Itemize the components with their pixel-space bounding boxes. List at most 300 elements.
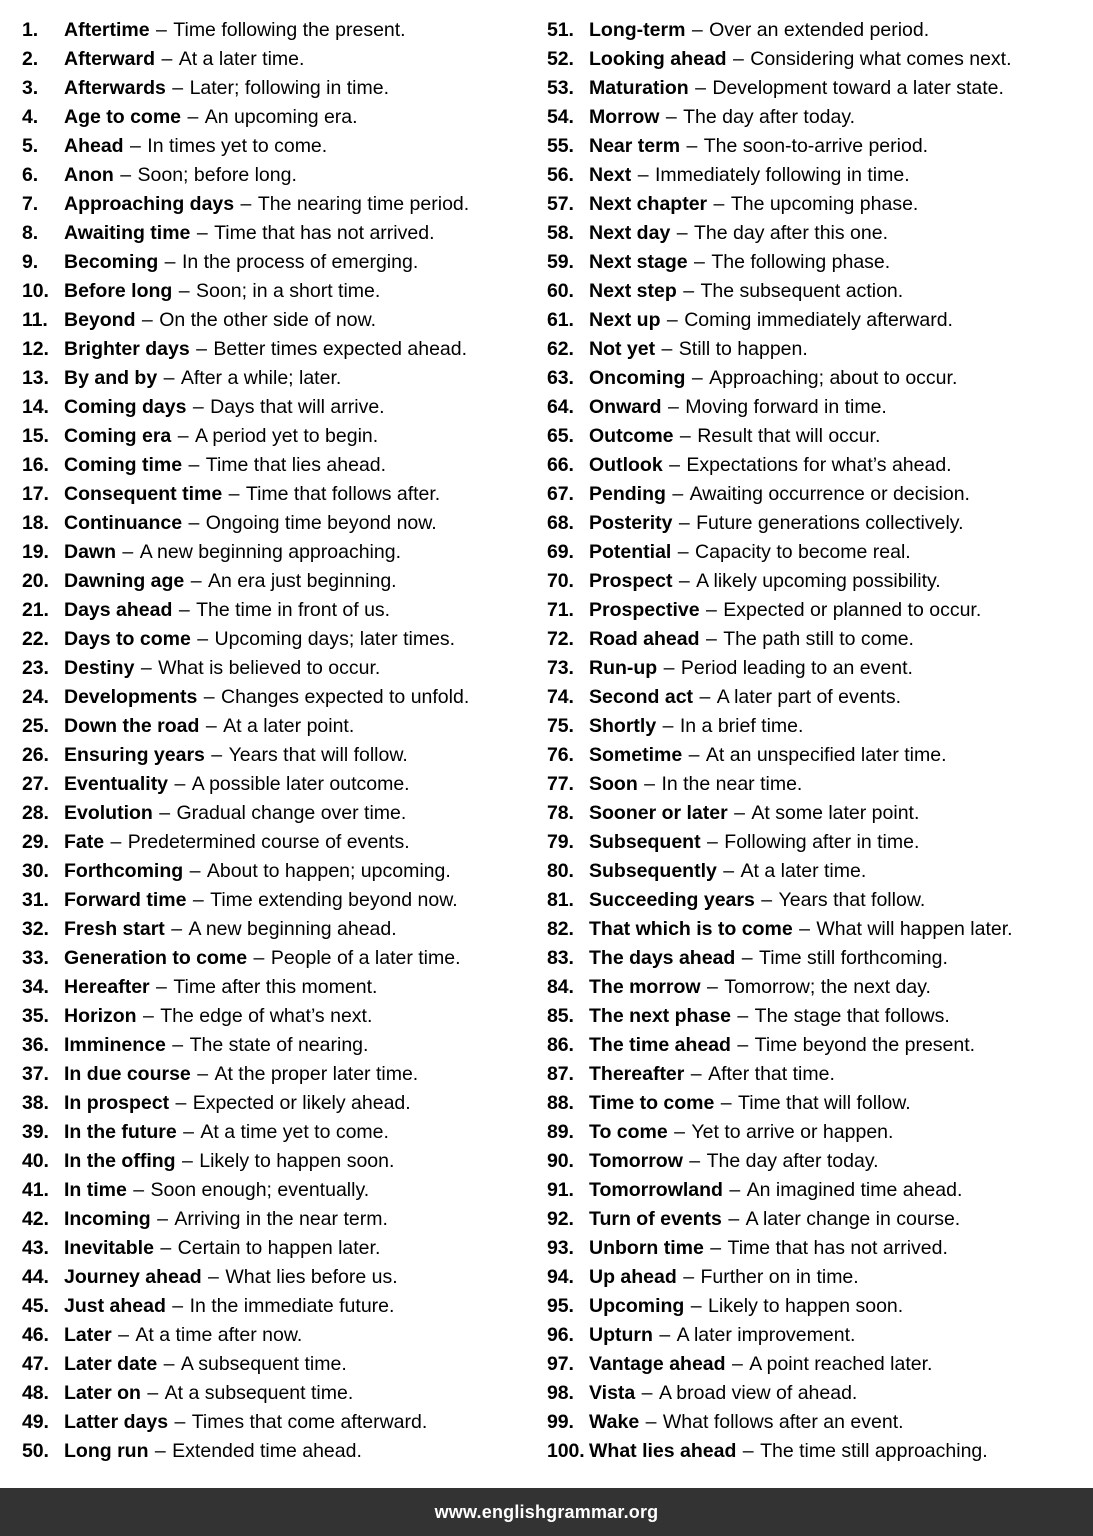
list-item-separator: – [158,367,180,389]
list-item-definition: Times that come afterward. [191,1411,428,1433]
list-item-separator: – [150,976,173,998]
list-item-term: Afterward [64,48,156,70]
list-item-body [64,1263,398,1292]
list-item-number: 69. [547,541,574,563]
list-item-number: 54. [547,106,574,128]
list-item-body [64,393,385,422]
list-item-number: 67. [547,483,574,505]
list-item [22,1205,535,1234]
list-item-body [64,1147,394,1176]
list-item-term: Maturation [589,77,689,99]
list-item-separator: – [223,483,245,505]
list-item-number: 45. [22,1295,49,1317]
list-item [547,306,1093,335]
list-item-separator: – [191,222,214,244]
list-item-body [589,683,901,712]
list-item-definition: Future generations collectively. [696,512,964,534]
list-item-body [589,1292,903,1321]
list-item-term: That which is to come [589,918,793,940]
list-item-term: Imminence [64,1034,166,1056]
list-item-separator: – [137,1005,160,1027]
list-item-definition: A later change in course. [745,1208,961,1230]
list-item-number: 13. [22,367,49,389]
list-item-definition: Years that will follow. [228,744,408,766]
list-item [547,364,1093,393]
list-item-number: 79. [547,831,574,853]
list-item [22,973,535,1002]
list-item-definition: Later; following in time. [189,77,389,99]
list-item-body [64,335,467,364]
list-item-body [64,712,354,741]
list-item-body [589,1437,988,1466]
list-item-term: Journey ahead [64,1266,202,1288]
list-item [547,509,1093,538]
list-item-definition: In the immediate future. [189,1295,395,1317]
list-item-body [64,683,469,712]
list-item-body [589,1234,948,1263]
list-item-body [589,1118,893,1147]
list-item-number: 36. [22,1034,49,1056]
list-item-separator: – [673,512,696,534]
list-item-definition: What will happen later. [816,918,1013,940]
list-item-body [589,538,911,567]
list-item-separator: – [683,1150,706,1172]
list-item-number: 59. [547,251,574,273]
list-item-definition: Arriving in the near term. [174,1208,388,1230]
list-item-separator: – [662,396,685,418]
list-item-number: 64. [547,396,574,418]
list-item [547,1263,1093,1292]
list-item-definition: A period yet to begin. [194,425,379,447]
list-item-number: 99. [547,1411,574,1433]
list-item [22,1379,535,1408]
list-item [547,1089,1093,1118]
list-item [547,799,1093,828]
list-item-definition: The day after this one. [693,222,889,244]
list-item-number: 14. [22,396,49,418]
list-item-body [589,306,953,335]
list-item-term: Approaching days [64,193,235,215]
list-item-body [589,1205,960,1234]
list-item-term: Prospective [589,599,700,621]
list-item-number: 76. [547,744,574,766]
list-item-separator: – [187,889,210,911]
list-item-body [64,567,397,596]
list-item-body [64,944,461,973]
list-item [547,973,1093,1002]
list-item-definition: Likely to happen soon. [199,1150,395,1172]
list-item-separator: – [135,657,158,679]
list-item-number: 82. [547,918,574,940]
list-item-term: Thereafter [589,1063,685,1085]
list-item-definition: The subsequent action. [700,280,904,302]
list-item-number: 70. [547,570,574,592]
list-item-body [589,248,890,277]
list-item-term: Subsequently [589,860,717,882]
list-item [547,1031,1093,1060]
list-item-separator: – [700,628,723,650]
list-item-separator: – [793,918,816,940]
list-item-body [589,567,941,596]
list-item-number: 86. [547,1034,574,1056]
list-item-separator: – [701,976,724,998]
list-item-separator: – [673,570,696,592]
list-item [22,1408,535,1437]
list-item-number: 94. [547,1266,574,1288]
list-item-definition: A possible later outcome. [191,773,410,795]
list-item-number: 89. [547,1121,574,1143]
list-item-definition: The path still to come. [723,628,914,650]
list-item-separator: – [653,1324,676,1346]
list-item-number: 32. [22,918,49,940]
list-item-separator: – [727,48,750,70]
list-item [547,480,1093,509]
list-item [547,422,1093,451]
list-item-separator: – [685,1063,708,1085]
list-item-term: Long run [64,1440,149,1462]
list-item-separator: – [202,1266,225,1288]
list-item-number: 26. [22,744,49,766]
list-item-body [589,1379,857,1408]
list-item-body [64,1089,411,1118]
list-item-definition: Soon; before long. [137,164,297,186]
list-item-term: Next step [589,280,677,302]
list-item-body [64,248,418,277]
list-item-separator: – [169,1411,191,1433]
list-item-separator: – [166,1295,189,1317]
list-item-separator: – [173,599,196,621]
list-item-separator: – [704,1237,727,1259]
list-item-body [589,103,855,132]
list-item-definition: Approaching; about to occur. [709,367,958,389]
list-item [547,1234,1093,1263]
list-item-term: Subsequent [589,831,701,853]
list-item-body [589,277,903,306]
list-item-definition: Time that has not arrived. [214,222,435,244]
list-item-separator: – [158,1353,180,1375]
list-item-number: 90. [547,1150,574,1172]
list-item [22,1031,535,1060]
list-item-separator: – [694,686,716,708]
list-item-number: 87. [547,1063,574,1085]
list-item-body [589,1321,855,1350]
list-item [547,219,1093,248]
list-item-body [64,1379,353,1408]
list-item-separator: – [136,309,159,331]
list-item-definition: In a brief time. [679,715,804,737]
list-item-separator: – [114,164,137,186]
list-item-term: Generation to come [64,947,248,969]
list-item-body [589,712,803,741]
list-item-definition: What lies before us. [225,1266,398,1288]
list-item-number: 43. [22,1237,49,1259]
list-item-definition: The nearing time period. [257,193,470,215]
list-item-number: 46. [22,1324,49,1346]
list-item-number: 97. [547,1353,574,1375]
list-item-definition: Days that will arrive. [210,396,385,418]
list-item-number: 5. [22,135,39,157]
list-item [22,1292,535,1321]
list-item-number: 62. [547,338,574,360]
list-item-body [589,1408,904,1437]
list-item-definition: Extended time ahead. [172,1440,362,1462]
list-item [22,1176,535,1205]
list-item-separator: – [731,1005,754,1027]
list-item-term: Morrow [589,106,660,128]
list-item-term: In time [64,1179,127,1201]
list-item-body [589,944,948,973]
list-item-number: 21. [22,599,49,621]
list-item-body [64,1176,369,1205]
list-item-term: Next up [589,309,661,331]
list-item-body [64,190,469,219]
list-item-term: Tomorrowland [589,1179,723,1201]
list-item [547,16,1093,45]
list-item-number: 98. [547,1382,574,1404]
list-item-body [64,1118,389,1147]
list-item-number: 57. [547,193,574,215]
list-item-term: Fresh start [64,918,165,940]
list-item-separator: – [182,106,204,128]
list-item-definition: Better times expected ahead. [213,338,468,360]
list-item-separator: – [177,1121,200,1143]
list-item [547,625,1093,654]
list-item-separator: – [105,831,127,853]
list-item-body [589,1176,962,1205]
list-item-separator: – [235,193,257,215]
list-item-body [64,1031,368,1060]
list-item-number: 42. [22,1208,49,1230]
list-item-term: Unborn time [589,1237,704,1259]
list-item [22,1321,535,1350]
list-item [22,45,535,74]
list-item-body [589,1002,950,1031]
list-item-term: Continuance [64,512,183,534]
list-item-definition: Ongoing time beyond now. [205,512,437,534]
list-item-body [64,1292,394,1321]
list-item [22,1234,535,1263]
list-item-number: 17. [22,483,49,505]
list-item-definition: At some later point. [751,802,920,824]
list-item-number: 12. [22,338,49,360]
list-item-separator: – [717,860,740,882]
list-item-body [589,74,1004,103]
word-list-column-right [535,16,1093,1488]
list-item-separator: – [172,425,194,447]
list-item-definition: Expected or likely ahead. [192,1092,411,1114]
list-item-term: Near term [589,135,681,157]
list-item [22,741,535,770]
list-item-separator: – [663,454,686,476]
list-item-body [64,973,377,1002]
list-item-definition: The following phase. [711,251,891,273]
list-item [547,944,1093,973]
list-item-term: Road ahead [589,628,700,650]
list-item-term: Developments [64,686,198,708]
list-item-separator: – [686,19,709,41]
list-item-separator: – [185,570,207,592]
list-item-separator: – [187,396,210,418]
list-item-definition: At a subsequent time. [164,1382,354,1404]
list-item-term: Long-term [589,19,686,41]
list-item-definition: Tomorrow; the next day. [724,976,931,998]
list-item [547,915,1093,944]
list-item-term: Next chapter [589,193,708,215]
list-item-body [589,857,866,886]
list-item-term: Run-up [589,657,658,679]
list-item [547,654,1093,683]
list-item [22,567,535,596]
list-item-separator: – [170,1092,192,1114]
list-item [22,944,535,973]
list-item [547,74,1093,103]
list-item-separator: – [755,889,778,911]
list-item-separator: – [723,1179,746,1201]
list-item-term: Hereafter [64,976,150,998]
list-item-definition: An upcoming era. [204,106,358,128]
list-item-term: Sooner or later [589,802,728,824]
list-item-number: 78. [547,802,574,824]
list-item-definition: Time beyond the present. [754,1034,976,1056]
list-item-body [589,393,887,422]
list-item-body [64,1408,427,1437]
list-item-number: 92. [547,1208,574,1230]
list-item-separator: – [674,425,697,447]
list-item [547,277,1093,306]
list-item-separator: – [198,686,220,708]
list-item-body [589,828,919,857]
list-item [547,1408,1093,1437]
list-item [547,1118,1093,1147]
list-item-term: By and by [64,367,158,389]
list-item-separator: – [176,1150,199,1172]
list-item-term: Inevitable [64,1237,154,1259]
list-item-separator: – [183,454,205,476]
list-item [547,567,1093,596]
list-item-number: 35. [22,1005,49,1027]
list-item-body [64,480,440,509]
list-item-body [64,45,304,74]
list-item-number: 23. [22,657,49,679]
list-item-term: Age to come [64,106,182,128]
list-item [22,132,535,161]
list-item-separator: – [184,860,206,882]
list-item-term: Latter days [64,1411,169,1433]
list-item [547,1292,1093,1321]
list-item-definition: Period leading to an event. [680,657,913,679]
list-item-term: Forward time [64,889,187,911]
list-item-term: Before long [64,280,173,302]
list-item-definition: Time extending beyond now. [210,889,458,911]
list-item-body [64,886,458,915]
list-item-term: Next day [589,222,671,244]
list-item-number: 20. [22,570,49,592]
list-item-body [589,654,913,683]
list-item-number: 91. [547,1179,574,1201]
footer-website-label: www.englishgrammar.org [434,1501,659,1522]
list-item-definition: At a time yet to come. [200,1121,389,1143]
list-item [22,480,535,509]
list-item [547,857,1093,886]
list-item [22,828,535,857]
list-item-body [64,1350,347,1379]
list-item-number: 50. [22,1440,49,1462]
list-item-definition: A new beginning ahead. [188,918,397,940]
list-item-separator: – [183,512,205,534]
list-item-term: The morrow [589,976,701,998]
list-item-definition: Following after in time. [724,831,920,853]
list-item-body [64,74,389,103]
list-item-number: 11. [22,309,48,331]
list-item [547,335,1093,364]
list-item-separator: – [668,1121,691,1143]
list-item-body [64,625,455,654]
list-item-separator: – [165,918,188,940]
list-item-definition: Coming immediately afterward. [684,309,953,331]
list-item [22,509,535,538]
list-item-separator: – [150,19,173,41]
list-item [547,103,1093,132]
list-item-body [64,219,434,248]
list-item-separator: – [736,947,758,969]
list-item-definition: Time that lies ahead. [205,454,387,476]
list-item-body [589,132,928,161]
list-item-separator: – [200,715,223,737]
list-item-body [64,103,358,132]
list-item [22,770,535,799]
list-item-number: 77. [547,773,574,795]
list-item-separator: – [166,1034,189,1056]
list-item-body [589,1147,879,1176]
list-item-term: Coming days [64,396,187,418]
list-item-definition: Awaiting occurrence or decision. [689,483,970,505]
list-item-number: 16. [22,454,49,476]
list-item-number: 38. [22,1092,49,1114]
list-item-body [64,16,406,45]
list-item-separator: – [141,1382,164,1404]
list-item-definition: What follows after an event. [662,1411,904,1433]
list-item [547,393,1093,422]
list-item-separator: – [681,135,703,157]
list-item-body [64,857,451,886]
list-item-term: Second act [589,686,694,708]
list-item-definition: Time that has not arrived. [727,1237,948,1259]
list-item-separator: – [683,744,705,766]
list-item-term: Dawning age [64,570,185,592]
list-item-number: 68. [547,512,574,534]
list-item-term: In due course [64,1063,191,1085]
list-item-body [64,828,410,857]
list-item-body [589,161,910,190]
list-item-term: Later on [64,1382,141,1404]
list-item-body [64,1205,388,1234]
list-item-number: 29. [22,831,49,853]
list-item-term: Vista [589,1382,636,1404]
list-item [22,654,535,683]
list-item-number: 56. [547,164,574,186]
list-item-term: Potential [589,541,672,563]
list-item-body [589,45,1012,74]
list-item-body [589,16,929,45]
list-item-term: In the offing [64,1150,176,1172]
list-item-number: 58. [547,222,574,244]
list-item [22,422,535,451]
list-item-body [64,538,401,567]
list-item-term: Days to come [64,628,191,650]
list-item-definition: Changes expected to unfold. [220,686,470,708]
list-item-separator: – [661,309,684,331]
list-item-term: Up ahead [589,1266,677,1288]
